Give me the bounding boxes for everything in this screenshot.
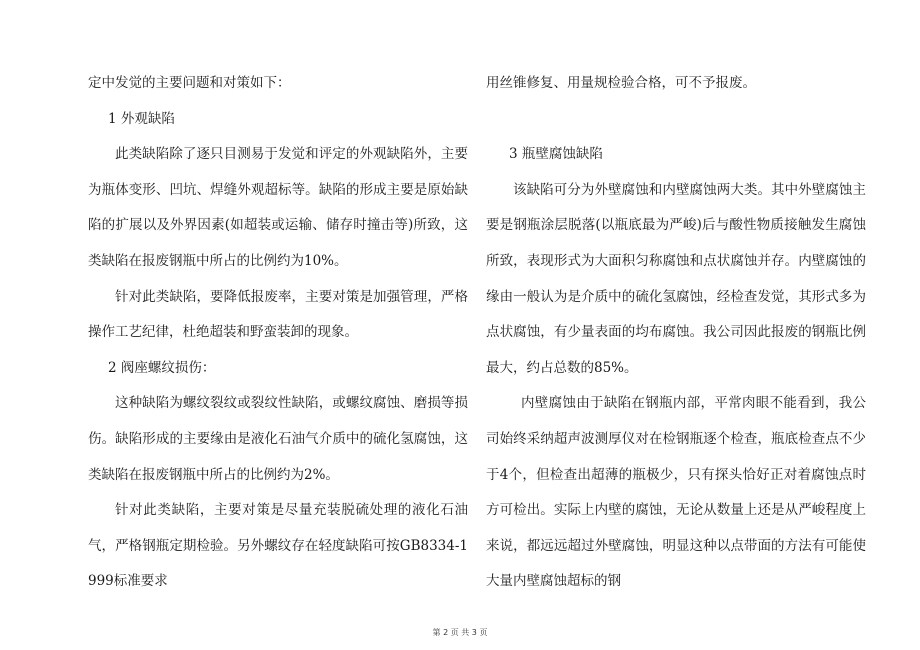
paragraph-continuation: 用丝锥修复、用量规检验合格，可不予报废。 <box>486 75 756 91</box>
paragraph-wall-corrosion: 该缺陷可分为外壁腐蚀和内壁腐蚀两大类。其中外壁腐蚀主要是钢瓶涂层脱落(以瓶底最为严峻)后与酸性物质接触发生腐蚀所致，表现形式为大面积匀称腐蚀和点状腐蚀并存。内壁腐蚀的缘由一般认为是介质中的硫化氢腐蚀，经检查发觉，其形式多为点状腐蚀，有少量表面的均布腐蚀。我公司因此报废的钢瓶比例最大，约占总数的85%。 <box>486 181 866 376</box>
section-heading-1: 1 外观缺陷 <box>108 110 175 127</box>
paragraph-intro: 定中发觉的主要问题和对策如下： <box>88 75 291 91</box>
blank-line <box>486 102 866 138</box>
paragraph-appearance-defects: 此类缺陷除了逐只目测易于发觉和评定的外观缺陷外，主要为瓶体变形、凹坑、焊缝外观超标等。缺陷的形成主要是原始缺陷的扩展以及外界因素(如超装或运输、储存时撞击等)所致，这类缺陷在报废钢瓶中所占的比例约为10%。 <box>88 146 468 269</box>
left-column <box>88 66 468 600</box>
page-footer: 第 2 页 共 3 页 <box>432 628 488 637</box>
section-heading-2: 2 阀座螺纹损伤： <box>108 359 216 376</box>
paragraph-thread-countermeasures: 针对此类缺陷，主要对策是尽量充装脱硫处理的液化石油气，严格钢瓶定期检验。另外螺纹存在轻度缺陷可按GB8334-1999标准要求 <box>88 502 468 590</box>
right-column <box>486 66 866 600</box>
paragraph-thread-defects: 这种缺陷为螺纹裂纹或裂纹性缺陷，或螺纹腐蚀、磨损等损伤。缺陷形成的主要缘由是液化石油气介质中的硫化氢腐蚀，这类缺陷在报废钢瓶中所占的比例约为2%。 <box>88 395 468 483</box>
section-heading-3: 3 瓶壁腐蚀缺陷 <box>509 146 603 163</box>
paragraph-inner-wall-corrosion: 内壁腐蚀由于缺陷在钢瓶内部，平常肉眼不能看到，我公司始终采纳超声波测厚仪对在检钢瓶逐个检查，瓶底检查点不少于4个，但检查出超薄的瓶极少，只有探头恰好正对着腐蚀点时方可检出。实际上内壁的腐蚀，无论从数量上还是从严峻程度上来说，都远远超过外壁腐蚀，明显这种以点带面的方法有可能使大量内壁腐蚀超标的钢 <box>486 395 866 590</box>
paragraph-appearance-countermeasures: 针对此类缺陷，要降低报废率，主要对策是加强管理，严格操作工艺纪律，杜绝超装和野蛮装卸的现象。 <box>88 288 468 341</box>
